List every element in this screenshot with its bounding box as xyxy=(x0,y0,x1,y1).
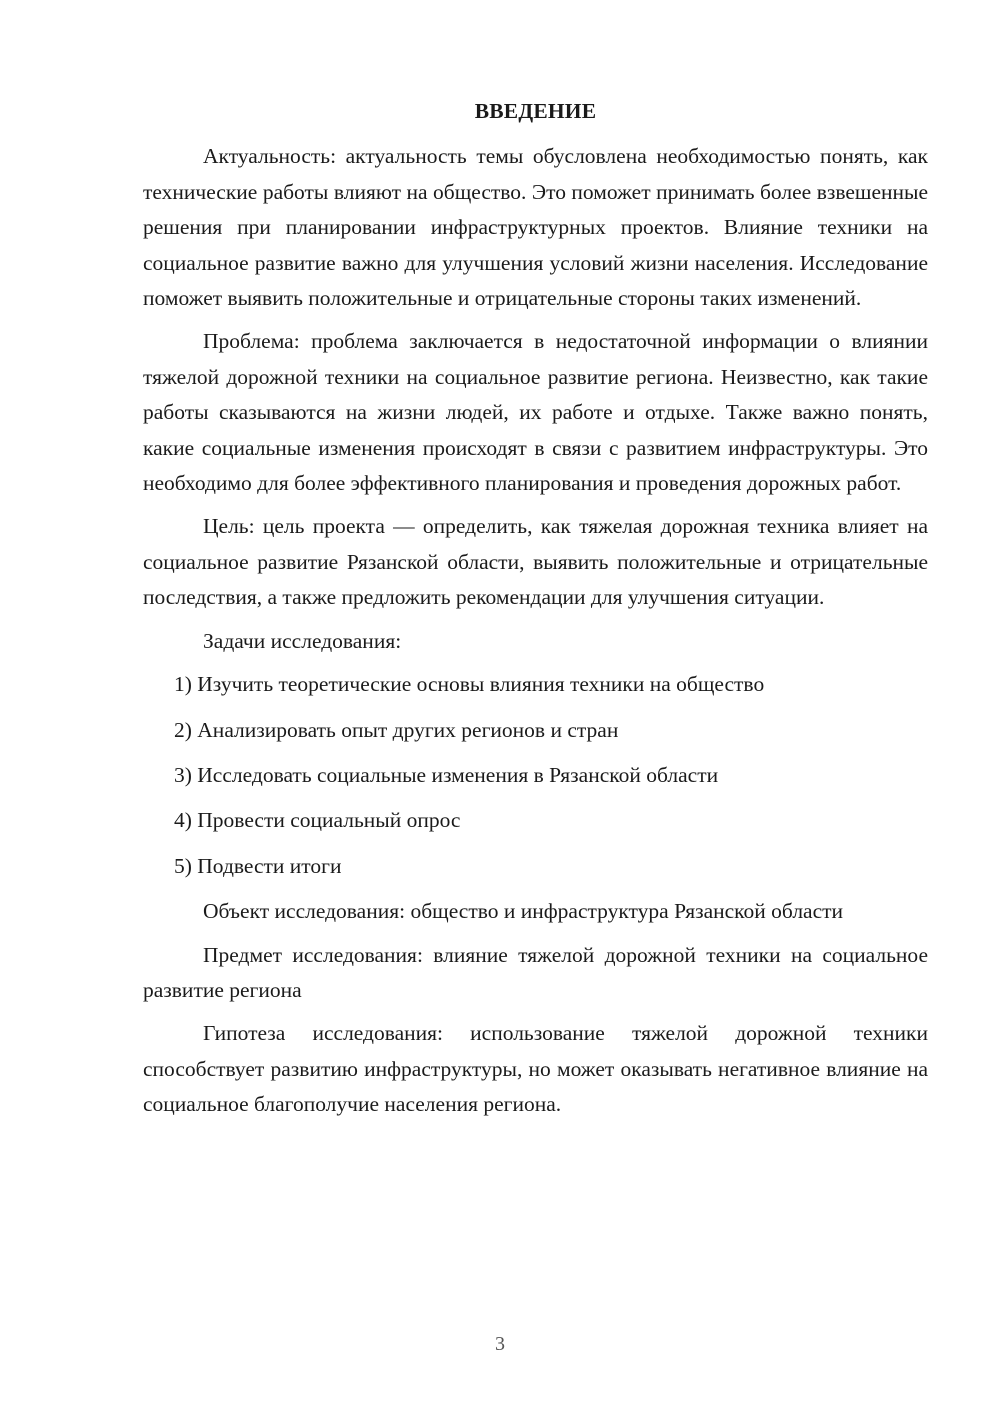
paragraph-relevance: Актуальность: актуальность темы обусловлена необходимостью понять, как технические работы влияют на общество. Это поможет принимать более взвешенные решения при планировании инфраструктурных проектов. Влияние техники на социальное развитие важно для улучшения условий жизни населения. Исследование поможет выявить положительные и отрицательные стороны таких изменений. xyxy=(143,144,928,311)
list-item-task-1: 1) Изучить теоретические основы влияния техники на общество xyxy=(174,672,765,697)
paragraph-problem: Проблема: проблема заключается в недостаточной информации о влиянии тяжелой дорожной техники на социальное развитие региона. Неизвестно, как такие работы сказываются на жизни людей, их работе и отдыхе. Также важно понять, какие социальные изменения происходят в связи с развитием инфраструктуры. Это необходимо для более эффективного планирования и проведения дорожных работ. xyxy=(143,329,928,496)
list-item-task-2: 2) Анализировать опыт других регионов и стран xyxy=(174,717,619,742)
page-number: 3 xyxy=(495,1333,505,1355)
tasks-list xyxy=(143,667,928,884)
paragraph-subject: Предмет исследования: влияние тяжелой дорожной техники на социальное развитие региона xyxy=(143,942,928,1002)
list-item-task-4: 4) Провести социальный опрос xyxy=(174,808,461,833)
paragraph-goal: Цель: цель проекта — определить, как тяжелая дорожная техника влияет на социальное развитие Рязанской области, выявить положительные и отрицательные последствия, а также предложить рекомендации для улучшения ситуации. xyxy=(143,514,928,610)
list-item-task-3: 3) Исследовать социальные изменения в Рязанской области xyxy=(174,762,719,787)
document-page xyxy=(143,94,928,1131)
tasks-heading: Задачи исследования: xyxy=(203,628,402,653)
paragraph-hypothesis: Гипотеза исследования: использование тяжелой дорожной техники способствует развитию инфраструктуры, но может оказывать негативное влияние на социальное благополучие населения региона. xyxy=(143,1021,928,1117)
section-title: ВВЕДЕНИЕ xyxy=(474,99,597,123)
paragraph-object: Объект исследования: общество и инфраструктура Рязанской области xyxy=(203,899,844,924)
list-item-task-5: 5) Подвести итоги xyxy=(174,853,342,878)
